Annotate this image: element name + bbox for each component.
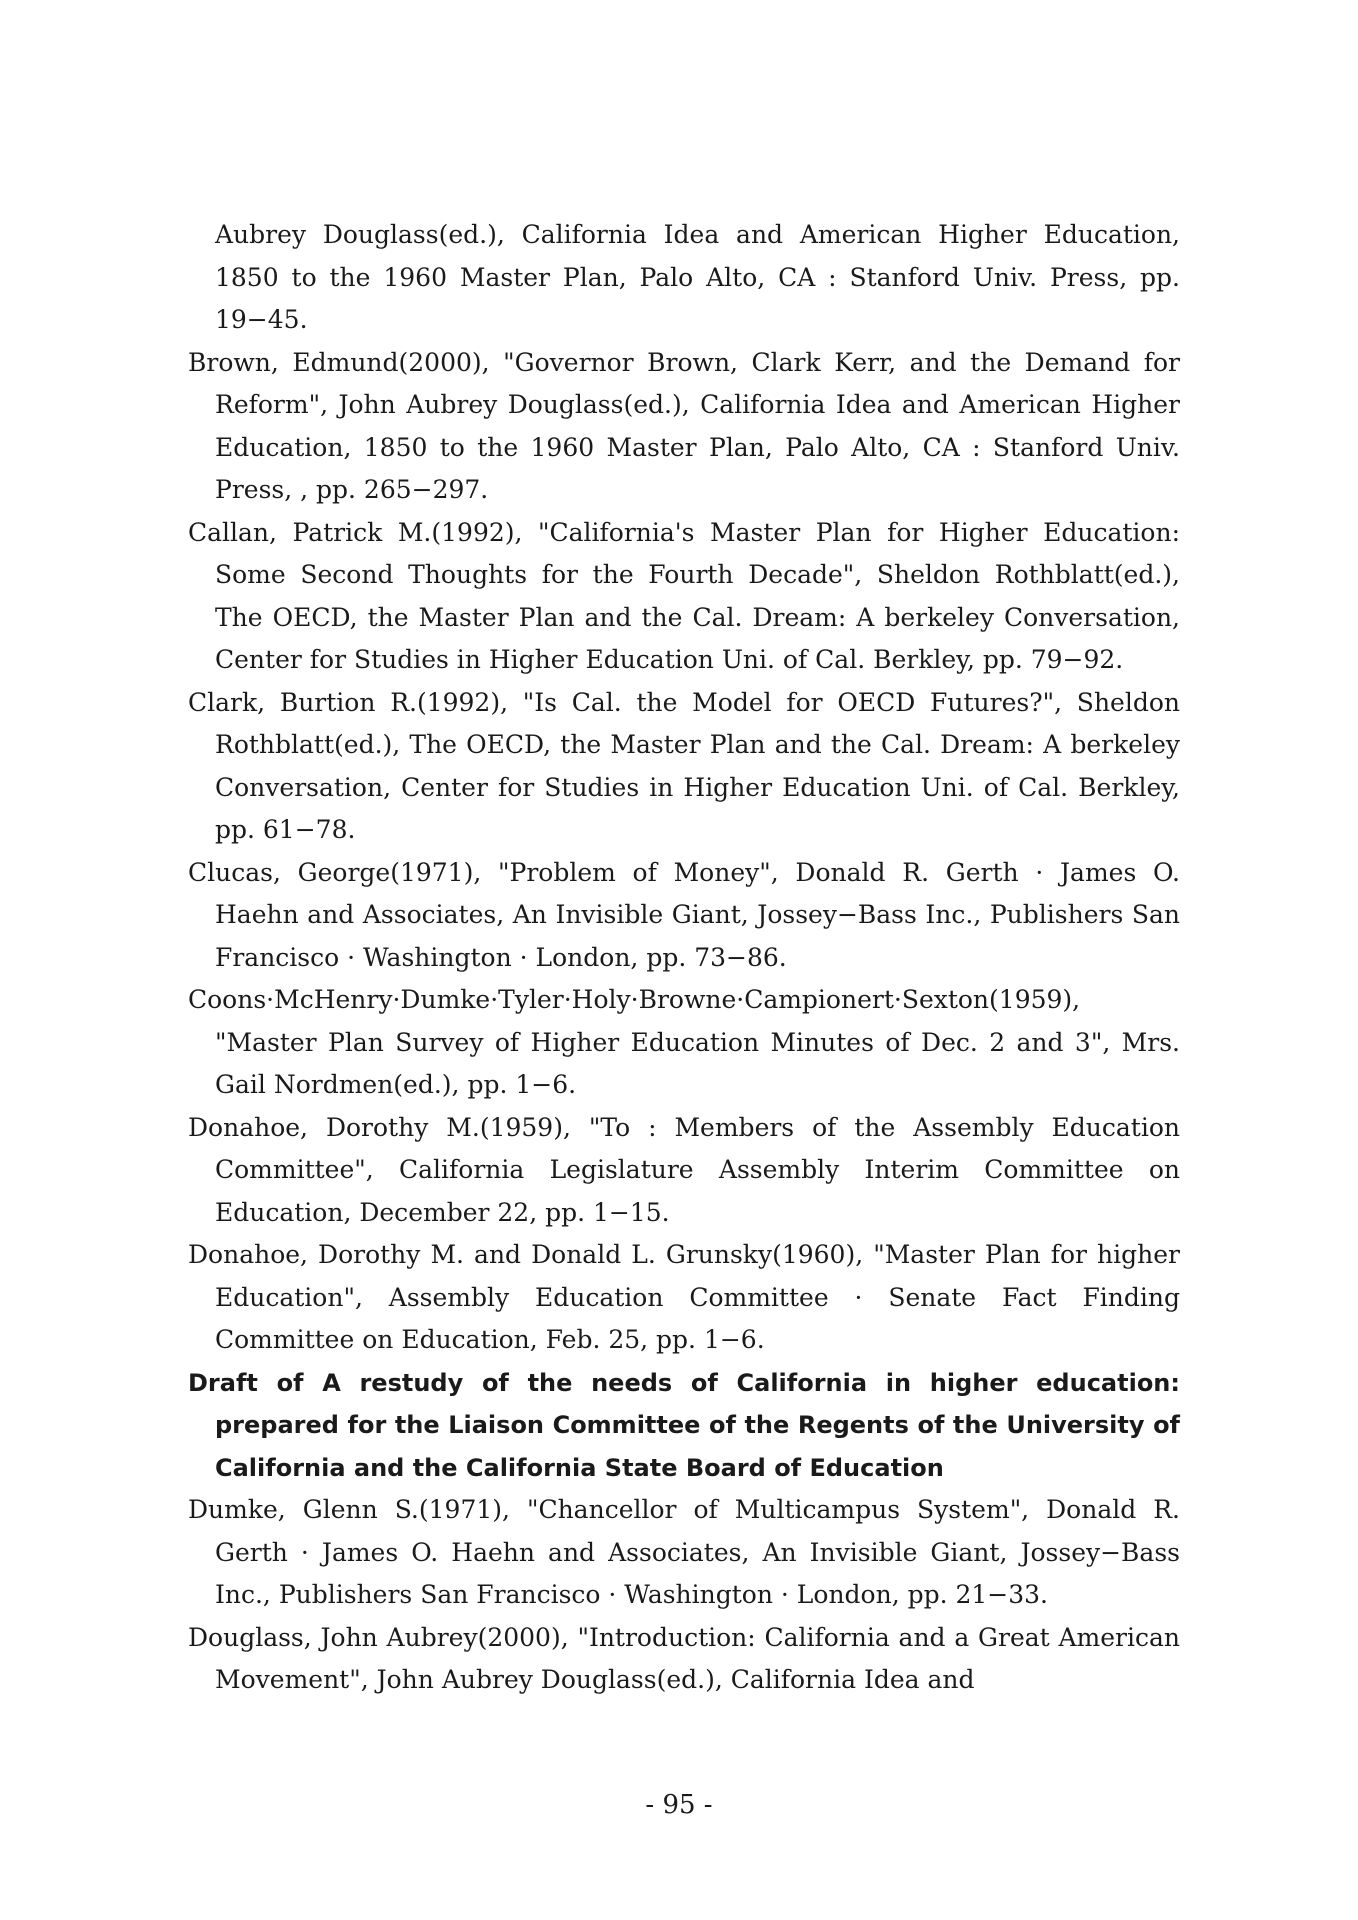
reference-entry: Clark, Burtion R.(1992), "Is Cal. the Model for OECD Futures?", Sheldon Rothblatt(ed.), The OECD, the Master Plan and the Cal. Dream: A berkeley Conversation, Center for Studies in Higher Education Uni. of Cal. Berkley, pp. 61−78. [188,687,1180,844]
page-number: - 95 - [645,1790,713,1820]
reference-entry: Dumke, Glenn S.(1971), "Chancellor of Multicampus System", Donald R. Gerth · James O. Haehn and Associates, An Invisible Giant, Jossey−Bass Inc., Publishers San Francisco · Washington · London, pp. 21−33. [188,1495,1180,1609]
reference-entry: Aubrey Douglass(ed.), California Idea and American Higher Education, 1850 to the 1960 Master Plan, Palo Alto, CA : Stanford Univ. Press, pp. 19−45. [215,220,1180,334]
reference-entry: Clucas, George(1971), "Problem of Money", Donald R. Gerth · James O. Haehn and Associates, An Invisible Giant, Jossey−Bass Inc., Publishers San Francisco · Washington · London, pp. 73−86. [188,857,1180,972]
reference-entry: Coons·McHenry·Dumke·Tyler·Holy·Browne·Campionert·Sexton(1959), "Master Plan Survey of Higher Education Minutes of Dec. 2 and 3", Mrs. Gail Nordmen(ed.), pp. 1−6. [188,985,1180,1099]
reference-entry: Brown, Edmund(2000), "Governor Brown, Clark Kerr, and the Demand for Reform", John Aubrey Douglass(ed.), California Idea and American Higher Education, 1850 to the 1960 Master Plan, Palo Alto, CA : Stanford Univ. Press, , pp. 265−297. [188,347,1180,504]
reference-entry-bold: Draft of A restudy of the needs of California in higher education: prepared for the Liaison Committee of the Regents of the University of California and the California State Board of Education [188,1368,1180,1482]
reference-entry: Callan, Patrick M.(1992), "California's Master Plan for Higher Education: Some Second Thoughts for the Fourth Decade", Sheldon Rothblatt(ed.), The OECD, the Master Plan and the Cal. Dream: A berkeley Conversation, Center for Studies in Higher Education Uni. of Cal. Berkley, pp. 79−92. [188,517,1180,674]
reference-entry: Donahoe, Dorothy M.(1959), "To : Members of the Assembly Education Committee", California Legislature Assembly Interim Committee on Education, December 22, pp. 1−15. [188,1112,1180,1227]
bibliography-list [188,214,1180,1702]
reference-entry: Donahoe, Dorothy M. and Donald L. Grunsky(1960), "Master Plan for higher Education", Assembly Education Committee · Senate Fact Finding Committee on Education, Feb. 25, pp. 1−6. [188,1240,1180,1354]
reference-entry: Douglass, John Aubrey(2000), "Introduction: California and a Great American Movement", John Aubrey Douglass(ed.), California Idea and [188,1622,1180,1694]
